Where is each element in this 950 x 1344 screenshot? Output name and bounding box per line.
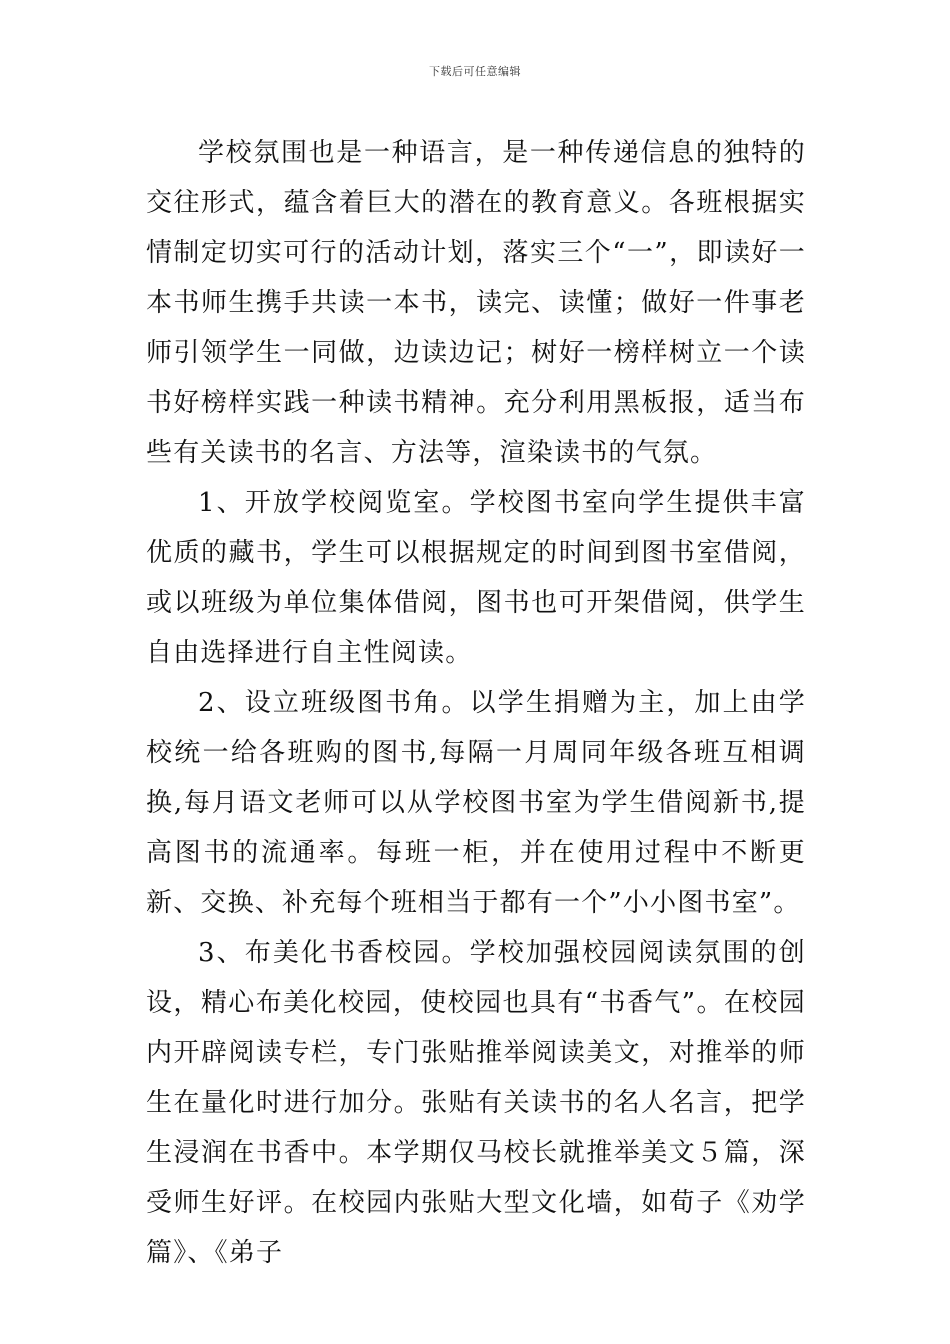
paragraph-school-atmosphere: 学校氛围也是一种语言，是一种传递信息的独特的交往形式，蕴含着巨大的潜在的教育意义。各班根据实情制定切实可行的活动计划，落实三个“一”，即读好一本书师生携手共读一本书，读完、读懂；做好一件事老师引领学生一同做，边读边记；树好一榜样树立一个读书好榜样实践一种读书精神。充分利用黑板报，适当布些有关读书的名言、方法等，渲染读书的气氛。 [146,138,806,468]
paragraph-class-book-corner: 2、设立班级图书角。以学生捐赠为主，加上由学校统一给各班购的图书,每隔一月周同年级各班互相调换,每月语文老师可以从学校图书室为学生借阅新书,提高图书的流通率。每班一柜，并在使用过程中不断更新、交换、补充每个班相当于都有一个”小小图书室”。 [146,688,806,918]
document-body [146,128,806,1278]
page-header-note: 下载后可任意编辑 [429,65,521,78]
paragraph-book-fragrance-campus: 3、布美化书香校园。学校加强校园阅读氛围的创设，精心布美化校园，使校园也具有“书香气”。在校园内开辟阅读专栏，专门张贴推举阅读美文，对推举的师生在量化时进行加分。张贴有关读书的名人名言，把学生浸润在书香中。本学期仅马校长就推举美文５篇，深受师生好评。在校园内张贴大型文化墙，如荀子《劝学篇》、《弟子 [146,938,806,1268]
paragraph-reading-room: 1、开放学校阅览室。学校图书室向学生提供丰富优质的藏书，学生可以根据规定的时间到图书室借阅，或以班级为单位集体借阅，图书也可开架借阅，供学生自由选择进行自主性阅读。 [146,488,806,668]
